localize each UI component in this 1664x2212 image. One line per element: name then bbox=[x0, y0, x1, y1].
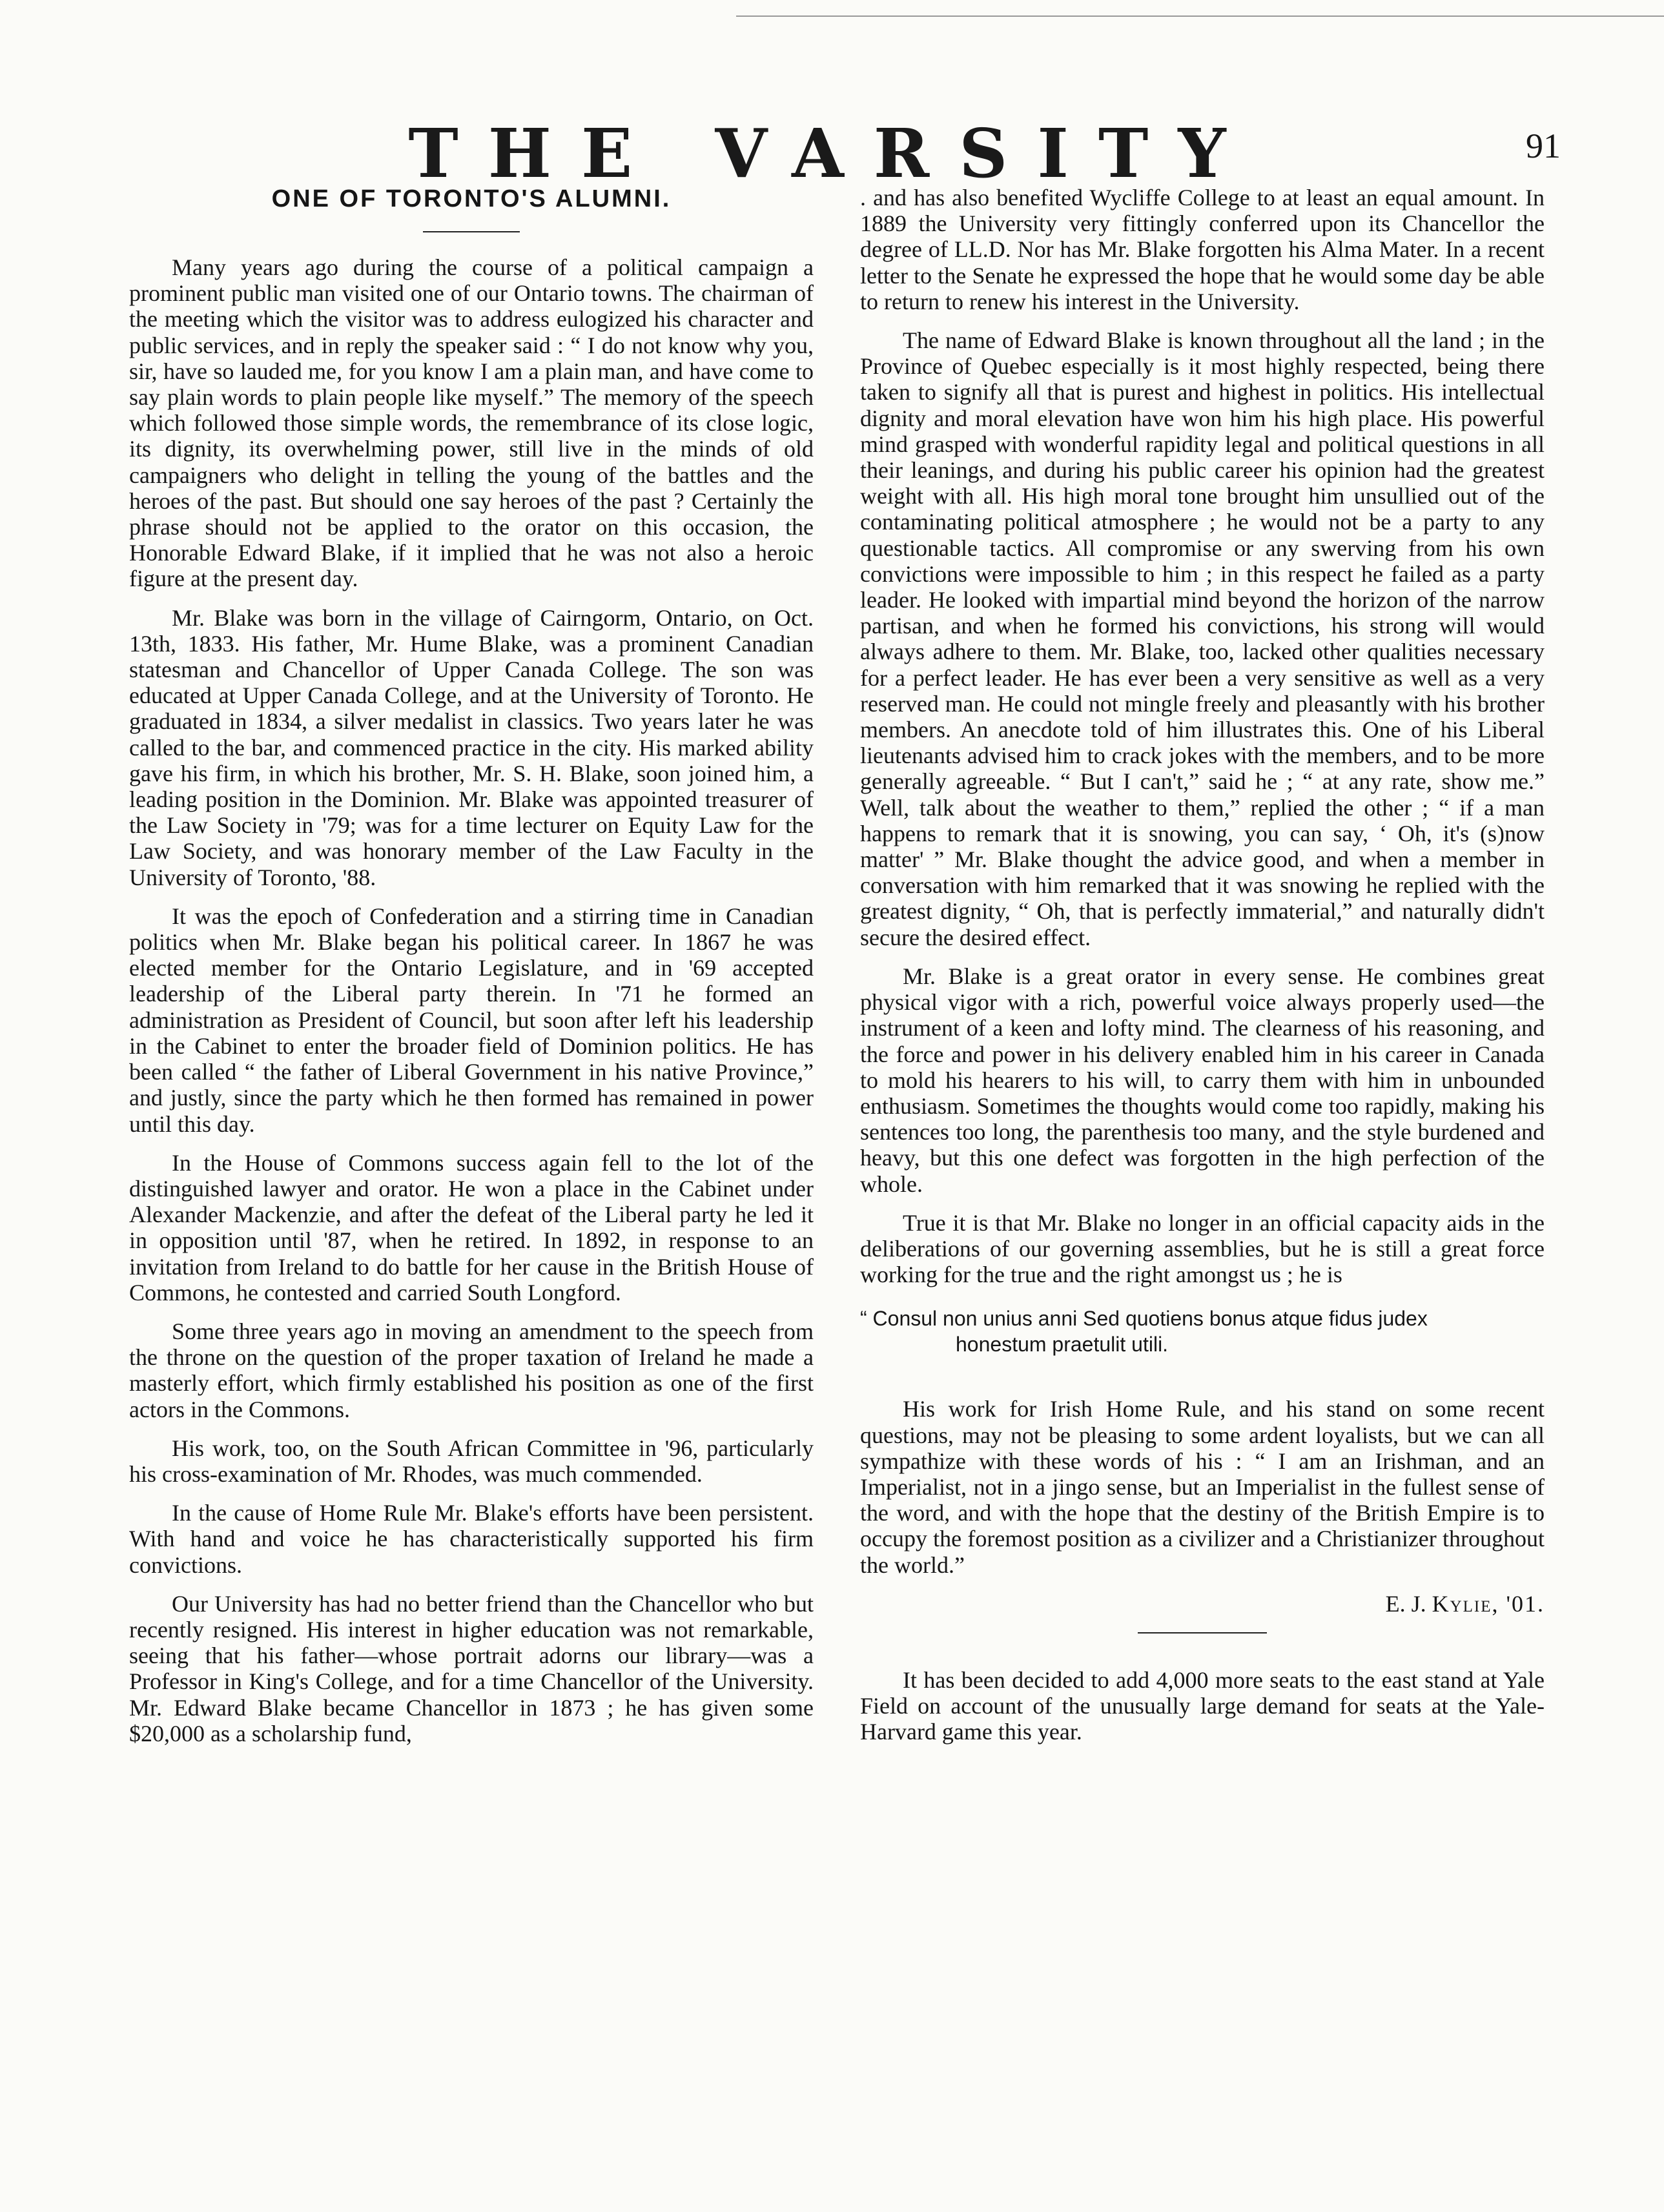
article-paragraph: Some three years ago in moving an amendment to the speech from the throne on the question of the proper taxation of Ireland he made a masterly effort, which firmly established his position as one of the first actors in the Commons. bbox=[129, 1318, 814, 1422]
page-number: 91 bbox=[1526, 127, 1561, 165]
article-paragraph: In the House of Commons success again fell to the lot of the distinguished lawyer and orator. He won a place in the Cabinet under Alexander Mackenzie, and after the defeat of the Liberal party he led it in opposition until '87, when he retired. In 1892, in response to an invitation from Ireland to do battle for her cause in the British House of Commons, he contested and carried South Longford. bbox=[129, 1149, 814, 1306]
author-initials: E. J. bbox=[1385, 1590, 1426, 1617]
article-title: ONE OF TORONTO'S ALUMNI. bbox=[271, 185, 672, 212]
top-edge-rule bbox=[736, 15, 1664, 17]
right-column bbox=[860, 185, 1545, 1758]
article-end-rule bbox=[1138, 1632, 1267, 1633]
article-continuation: . and has also benefited Wycliffe College to at least an equal amount. In 1889 the University very fittingly conferred upon its Chancellor the degree of LL.D. Nor has Mr. Blake forgotten his Alma Mater. In a recent letter to the Senate he expressed the hope that he would some day be able to return to renew his interest in the University. bbox=[860, 185, 1545, 314]
article-paragraph: Our University has had no better friend than the Chancellor who but recently resigned. His interest in higher education was not remarkable, seeing that his father—whose portrait adorns our library—was a Professor in King's College, and for a time Chancellor of the University. Mr. Edward Blake became Chancellor in 1873 ; he has given some $20,000 as a scholarship fund, bbox=[129, 1590, 814, 1746]
news-item: It has been decided to add 4,000 more seats to the east stand at Yale Field on account of the unusually large demand for seats at the Yale-Harvard game this year. bbox=[860, 1666, 1545, 1745]
latin-quote bbox=[860, 1306, 1545, 1357]
masthead: THE VARSITY bbox=[408, 114, 1256, 193]
latin-quote-line: “ Consul non unius anni Sed quotiens bonus atque fidus judex bbox=[860, 1307, 1428, 1331]
latin-quote-line: honestum praetulit utili. bbox=[956, 1333, 1169, 1357]
author-signature bbox=[860, 1591, 1545, 1617]
article-paragraph: Mr. Blake was born in the village of Cairngorm, Ontario, on Oct. 13th, 1833. His father, Mr. Hume Blake, was a prominent Canadian statesman and Chancellor of Upper Canada College. The son was educated at Upper Canada College, and at the University of Toronto. He graduated in 1834, a silver medalist in classics. Two years later he was called to the bar, and commenced practice in the city. His marked ability gave his firm, in which his brother, Mr. S. H. Blake, soon joined him, a leading position in the Dominion. Mr. Blake was appointed treasurer of the Law Society in '79; was for a time lecturer on Equity Law for the Law Society, and was honorary member of the Law Faculty in the University of Toronto, '88. bbox=[129, 604, 814, 890]
article-paragraph: His work, too, on the South African Committee in '96, particularly his cross-examination of Mr. Rhodes, was much commended. bbox=[129, 1435, 814, 1487]
author-name: Kylie, '01. bbox=[1432, 1590, 1545, 1617]
article-paragraph: Many years ago during the course of a political campaign a prominent public man visited one of our Ontario towns. The chairman of the meeting which the visitor was to address eulogized his character and public services, and in reply the speaker said : “ I do not know why you, sir, have so lauded me, for you know I am a plain man, and have come to say plain words to plain people like myself.” The memory of the speech which followed those simple words, the remembrance of its close logic, its dignity, its overwhelming power, still live in the minds of old campaigners who delight in telling the young of the battles and the heroes of the past. But should one say heroes of the past ? Certainly the phrase should not be applied to the orator on this occasion, the Honorable Edward Blake, if it implied that he was not also a heroic figure at the present day. bbox=[129, 254, 814, 592]
article-paragraph: Mr. Blake is a great orator in every sense. He combines great physical vigor with a rich, powerful voice always properly used—the instrument of a keen and lofty mind. The clearness of his reasoning, and the force and power in his delivery enabled him in his career in Canada to mold his hearers to his will, to carry them with him in unbounded enthusiasm. Sometimes the thoughts would come too rapidly, making his sentences too long, the parenthesis too many, and the style burdened and heavy, but this one defect was forgotten in the high perfection of the whole. bbox=[860, 963, 1545, 1197]
article-paragraph: The name of Edward Blake is known throughout all the land ; in the Province of Quebec especially is it most highly respected, being there taken to signify all that is purest and highest in politics. His intellectual dignity and moral elevation have won him his high place. His powerful mind grasped with wonderful rapidity legal and political questions in all their leanings, and during his public career his opinion had the greatest weight with all. His high moral tone brought him unsullied out of the contaminating political atmosphere ; he would not be a party to any questionable tactics. All compromise or any swerving from his own convictions were impossible to him ; in this respect he failed as a party leader. He looked with impartial mind beyond the horizon of the narrow partisan, and when he formed his convictions, his strong will would always adhere to them. Mr. Blake, too, lacked other qualities necessary for a perfect leader. He has ever been a very sensitive as well as a very reserved man. He could not mingle freely and pleasantly with his brother members. An anecdote told of him illustrates this. One of his Liberal lieutenants advised him to crack jokes with the members, and to be more generally agreeable. “ But I can't,” said he ; “ at any rate, show me.” Well, talk about the weather to them,” replied the other ; “ if a man happens to remark that it is snowing, you can say, ‘ Oh, it's (s)now matter' ” Mr. Blake thought the advice good, and when a member in conversation with him remarked that it was snowing he replied with the greatest dignity, “ Oh, that is perfectly immaterial,” and naturally didn't secure the desired effect. bbox=[860, 327, 1545, 950]
article-paragraph: It was the epoch of Confederation and a stirring time in Canadian politics when Mr. Blake began his political career. In 1867 he was elected member for the Ontario Legislature, and in '69 accepted leadership of the Liberal party therein. In '71 he formed an administration as President of Council, but soon after left his leadership in the Cabinet to enter the broader field of Dominion politics. He has been called “ the father of Liberal Government in his native Province,” and justly, since the party which he then formed has remained in power until this day. bbox=[129, 903, 814, 1137]
left-column bbox=[129, 185, 814, 1759]
title-rule bbox=[423, 231, 520, 232]
article-paragraph: In the cause of Home Rule Mr. Blake's efforts have been persistent. With hand and voice he has characteristically supported his firm convictions. bbox=[129, 1500, 814, 1578]
article-paragraph: True it is that Mr. Blake no longer in an official capacity aids in the deliberations of our governing assemblies, but he is still a great force working for the true and the right amongst us ; he is bbox=[860, 1209, 1545, 1288]
article-paragraph: His work for Irish Home Rule, and his stand on some recent questions, may not be pleasing to some ardent loyalists, but we can all sympathize with these words of his : “ I am an Irishman, and an Imperialist, not in a jingo sense, but an Imperialist in the fullest sense of the word, and with the hope that the destiny of the British Empire is to occupy the foremost position as a civilizer and a Christianizer throughout the world.” bbox=[860, 1396, 1545, 1578]
